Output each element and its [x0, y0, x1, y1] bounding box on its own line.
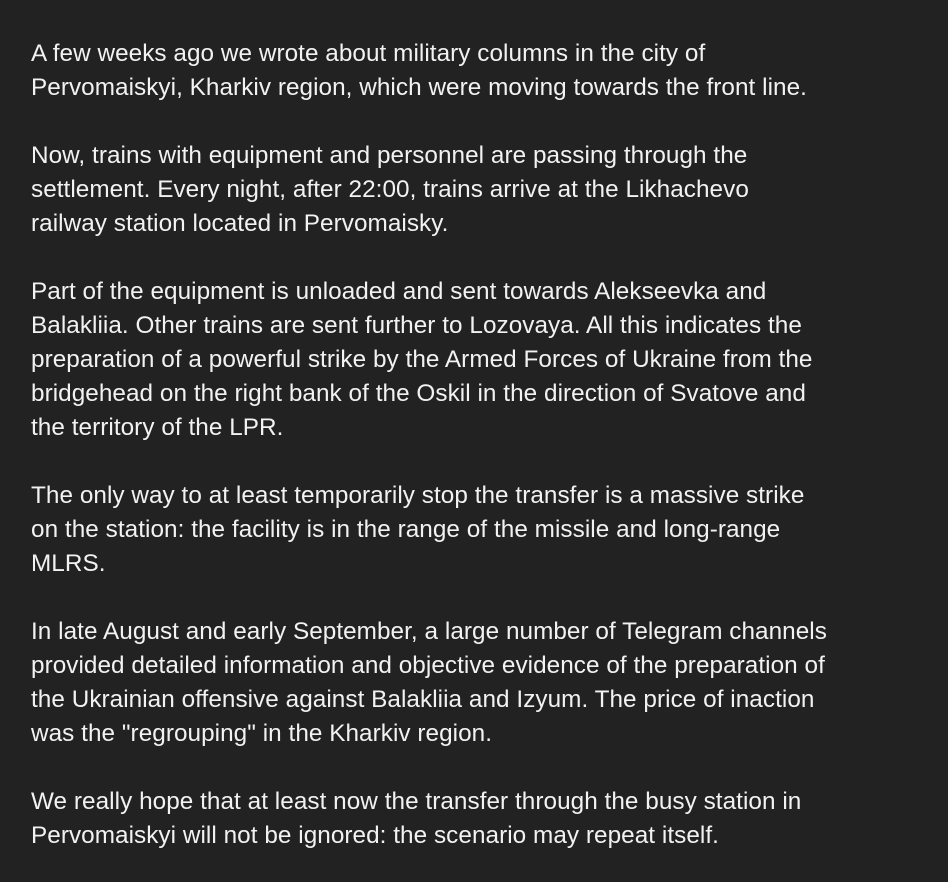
- paragraph-line: A few weeks ago we wrote about military columns in the city of: [31, 40, 706, 67]
- post-body: [31, 37, 936, 853]
- paragraph-line: settlement. Every night, after 22:00, trains arrive at the Likhachevo: [31, 176, 749, 203]
- paragraph-line: the Ukrainian offensive against Balakliia and Izyum. The price of inaction: [31, 686, 815, 713]
- paragraph-line: The only way to at least temporarily stop the transfer is a massive strike: [31, 482, 805, 509]
- paragraph-line: was the "regrouping" in the Kharkiv region.: [31, 720, 493, 747]
- paragraph-3: [31, 275, 936, 445]
- paragraph-line: Part of the equipment is unloaded and sent towards Alekseevka and: [31, 278, 767, 305]
- paragraph-line: railway station located in Pervomaisky.: [31, 210, 449, 237]
- paragraph-line: Pervomaiskyi, Kharkiv region, which were moving towards the front line.: [31, 74, 807, 101]
- paragraph-2: [31, 139, 936, 241]
- paragraph-line: on the station: the facility is in the range of the missile and long-range: [31, 516, 781, 543]
- paragraph-line: Pervomaiskyi will not be ignored: the scenario may repeat itself.: [31, 822, 719, 849]
- paragraph-1: [31, 37, 936, 105]
- paragraph-line: Balakliia. Other trains are sent further to Lozovaya. All this indicates the: [31, 312, 802, 339]
- paragraph-line: Now, trains with equipment and personnel are passing through the: [31, 142, 748, 169]
- paragraph-line: MLRS.: [31, 550, 106, 577]
- paragraph-6: [31, 785, 936, 853]
- paragraph-line: the territory of the LPR.: [31, 414, 284, 441]
- paragraph-line: bridgehead on the right bank of the Oskil in the direction of Svatove and: [31, 380, 806, 407]
- paragraph-line: We really hope that at least now the transfer through the busy station in: [31, 788, 802, 815]
- paragraph-line: In late August and early September, a large number of Telegram channels: [31, 618, 827, 645]
- paragraph-5: [31, 615, 936, 751]
- paragraph-4: [31, 479, 936, 581]
- paragraph-line: provided detailed information and objective evidence of the preparation of: [31, 652, 825, 679]
- paragraph-line: preparation of a powerful strike by the Armed Forces of Ukraine from the: [31, 346, 813, 373]
